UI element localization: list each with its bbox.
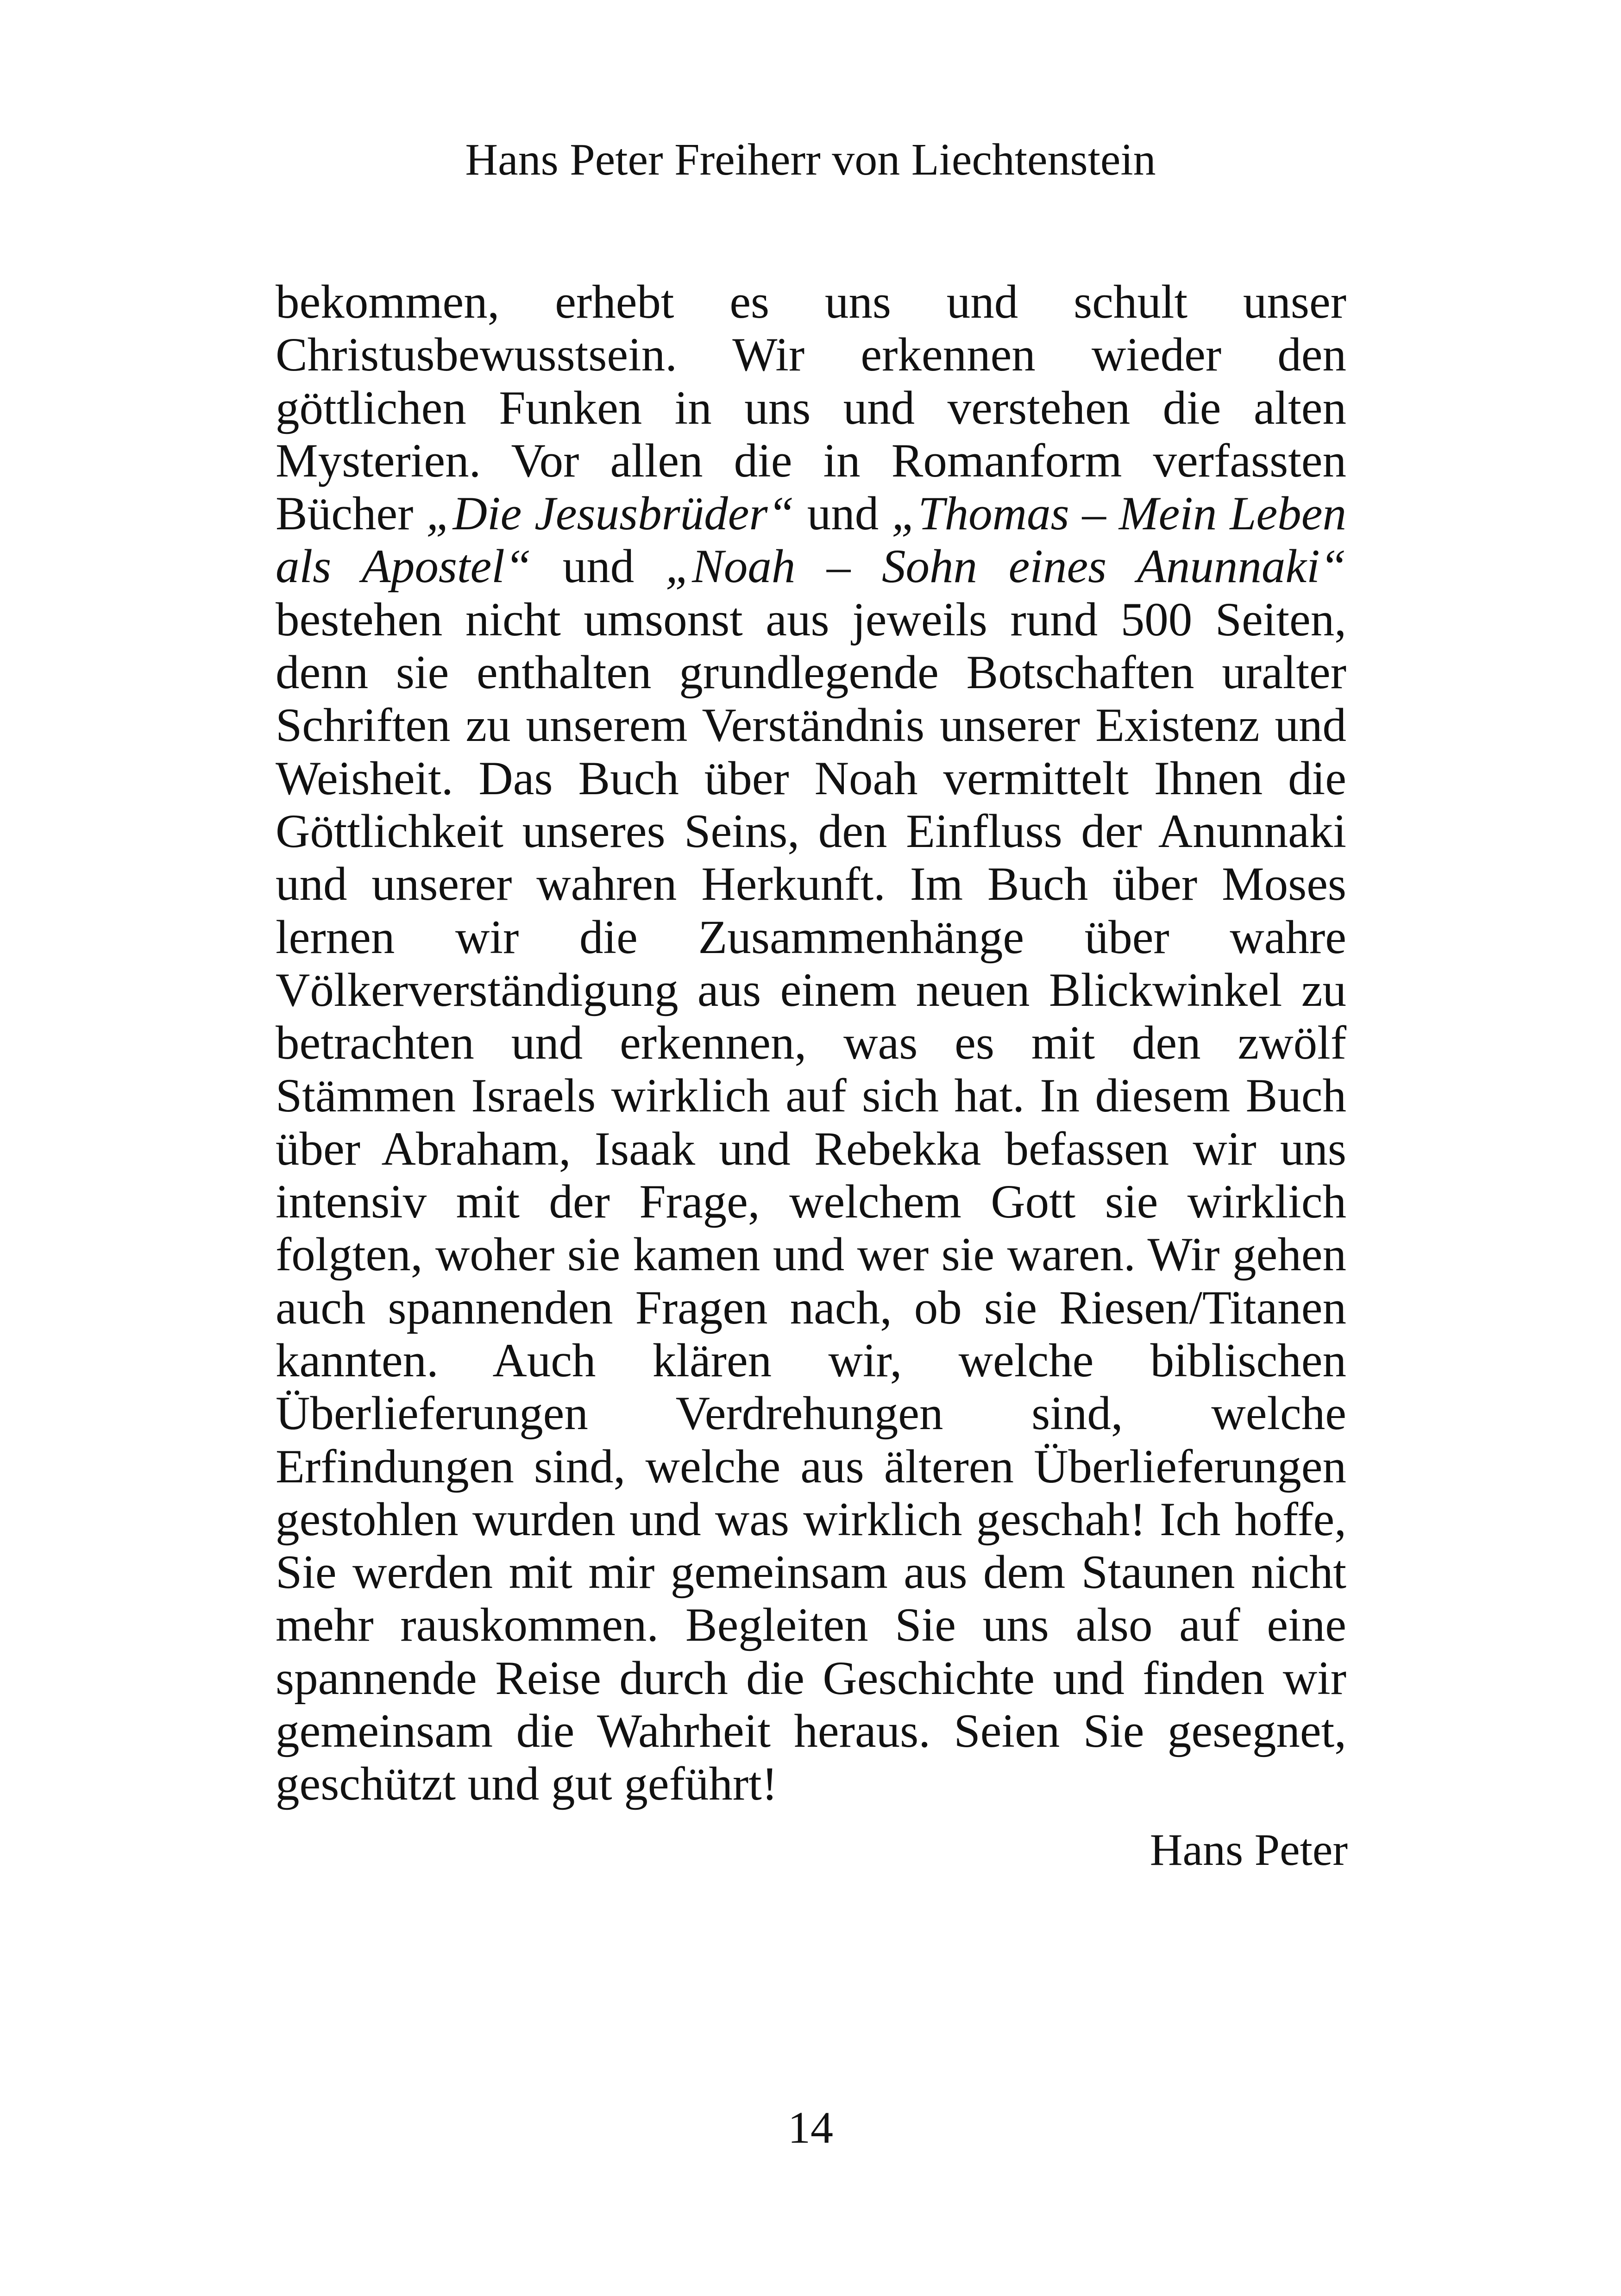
- body-text-segment: und: [794, 487, 892, 540]
- body-text-segment: bekommen, erhebt es uns und schult unser Christusbewusstsein. Wir erkennen wieder den göttlichen Funken in uns und verstehen die alten Mysterien. Vor allen die in Romanform verfassten Bücher: [276, 276, 1346, 540]
- book-title-jesusbrueder: „Die Jesusbrüder“: [426, 487, 794, 540]
- signature: Hans Peter: [1150, 1825, 1348, 1875]
- book-title-thomas: „Thomas – Mein Leben als Apostel“: [276, 487, 1346, 593]
- body-text-segment: bestehen nicht umsonst aus jeweils rund 500 Seiten, denn sie enthalten grundlegende Botschaften uralter Schriften zu unserem Verständnis unserer Existenz und Weisheit. Das Buch über Noah vermittelt Ihnen die Göttlichkeit unseres Seins, den Einfluss der Anunnaki und unserer wahren Herkunft. Im Buch über Moses lernen wir die Zusammenhänge über wahre Völkerverständigung aus einem neuen Blickwinkel zu betrachten und erkennen, was es mit den zwölf Stämmen Israels wirklich auf sich hat. In diesem Buch über Abraham, Isaak und Rebekka befassen wir uns intensiv mit der Frage, welchem Gott sie wirklich folgten, woher sie kamen und wer sie waren. Wir gehen auch spannenden Fragen nach, ob sie Riesen/Titanen kannten. Auch klären wir, welche biblischen Überlieferungen Verdrehungen sind, welche Erfindungen sind, welche aus älteren Überlieferungen gestohlen wurden und was wirklich geschah! Ich hoffe, Sie werden mit mir gemeinsam aus dem Staunen nicht mehr rauskommen. Begleiten Sie uns also auf eine spannende Reise durch die Geschichte und finden wir gemeinsam die Wahrheit heraus. Seien Sie gesegnet, geschützt und gut geführt!: [276, 593, 1346, 1811]
- body-text-segment: und: [531, 540, 666, 593]
- book-title-noah: „Noah – Sohn eines Anunnaki“: [665, 540, 1347, 593]
- running-header: Hans Peter Freiherr von Liechtenstein: [465, 135, 1156, 185]
- body-paragraph: [276, 276, 1346, 1811]
- page-number: 14: [788, 2103, 833, 2153]
